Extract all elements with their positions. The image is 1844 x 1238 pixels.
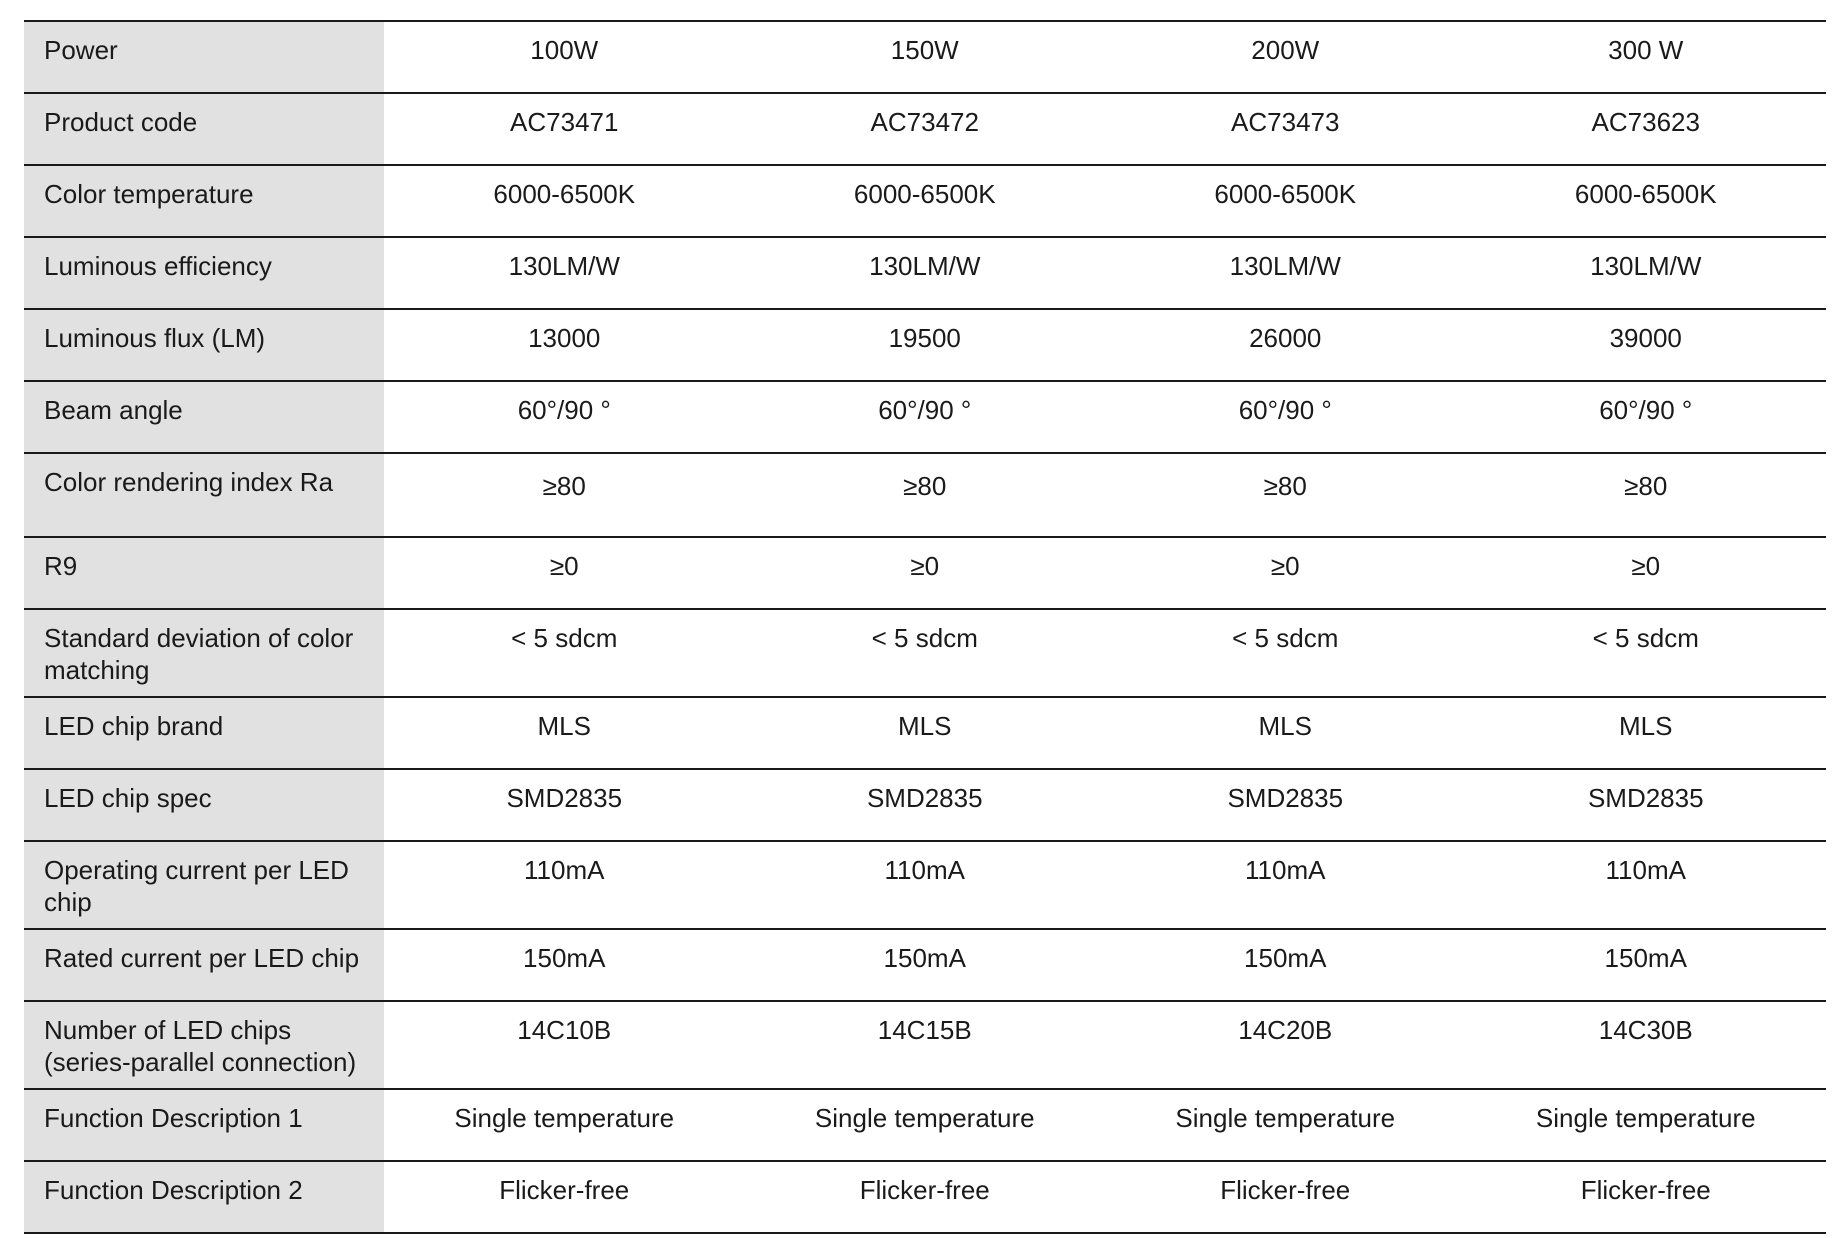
cell-value: 110mA (524, 855, 605, 885)
cell-value: < 5 sdcm (1592, 623, 1699, 653)
row-label: Rated current per LED chip (24, 929, 384, 1001)
cell-value: 6000-6500K (493, 179, 636, 209)
cell-value: Single temperature (1535, 1103, 1756, 1133)
cell-value: AC73472 (870, 107, 979, 137)
row-rated-current (24, 929, 1826, 1001)
cell-value: 150mA (1604, 943, 1687, 973)
cell-value: AC73623 (1591, 107, 1700, 137)
row-color-temperature (24, 165, 1826, 237)
cell-value: AC73473 (1231, 107, 1340, 137)
row-color-rendering-index (24, 453, 1826, 537)
cell-value: 130LM/W (869, 251, 981, 281)
cell-value: 39000 (1609, 323, 1682, 353)
cell-value: 60°/90 ° (1238, 395, 1332, 425)
cell-value: Single temperature (1175, 1103, 1396, 1133)
cell-value: 110mA (1245, 855, 1326, 885)
spec-table (24, 20, 1826, 1234)
cell-value: SMD2835 (506, 783, 623, 813)
cell-value: 130LM/W (1590, 251, 1702, 281)
cell-value: MLS (1619, 711, 1673, 741)
cell-value: 150mA (883, 943, 966, 973)
row-r9 (24, 537, 1826, 609)
cell-value: 14C10B (517, 1015, 612, 1045)
row-label: Function Description 1 (24, 1089, 384, 1161)
cell-value: 60°/90 ° (517, 395, 611, 425)
row-label: Luminous efficiency (24, 237, 384, 309)
cell-value: 150W (890, 35, 959, 65)
cell-value: ≥0 (549, 551, 579, 581)
row-product-code (24, 93, 1826, 165)
row-label: R9 (24, 537, 384, 609)
row-luminous-flux (24, 309, 1826, 381)
row-label: Operating current per LED chip (24, 841, 384, 929)
cell-value: 60°/90 ° (1599, 395, 1693, 425)
row-label: Luminous flux (LM) (24, 309, 384, 381)
cell-value: 200W (1251, 35, 1320, 65)
cell-value: < 5 sdcm (511, 623, 618, 653)
row-led-chip-brand (24, 697, 1826, 769)
row-luminous-efficiency (24, 237, 1826, 309)
cell-value: MLS (898, 711, 952, 741)
cell-value: 14C30B (1598, 1015, 1693, 1045)
cell-value: 6000-6500K (1214, 179, 1357, 209)
cell-value: ≥80 (542, 471, 586, 501)
cell-value: Flicker-free (1220, 1175, 1351, 1205)
cell-value: SMD2835 (1587, 783, 1704, 813)
cell-value: < 5 sdcm (871, 623, 978, 653)
cell-value: 6000-6500K (1574, 179, 1717, 209)
cell-value: 300 W (1608, 35, 1684, 65)
cell-value: 150mA (1244, 943, 1327, 973)
row-label: Product code (24, 93, 384, 165)
cell-value: 14C20B (1238, 1015, 1333, 1045)
row-label: Standard deviation of color matching (24, 609, 384, 697)
row-label: Color rendering index Ra (24, 453, 384, 537)
cell-value: AC73471 (510, 107, 619, 137)
cell-value: ≥80 (1624, 471, 1668, 501)
cell-value: ≥0 (910, 551, 940, 581)
row-label: LED chip brand (24, 697, 384, 769)
row-label: Function Description 2 (24, 1161, 384, 1233)
row-operating-current (24, 841, 1826, 929)
cell-value: 110mA (884, 855, 965, 885)
cell-value: 150mA (523, 943, 606, 973)
spec-table-body (24, 21, 1826, 1233)
cell-value: Flicker-free (1580, 1175, 1711, 1205)
cell-value: 14C15B (877, 1015, 972, 1045)
cell-value: Single temperature (454, 1103, 675, 1133)
cell-value: ≥80 (903, 471, 947, 501)
cell-value: 100W (530, 35, 599, 65)
cell-value: 26000 (1249, 323, 1322, 353)
cell-value: Single temperature (814, 1103, 1035, 1133)
row-label: Power (24, 21, 384, 93)
cell-value: MLS (1258, 711, 1312, 741)
cell-value: 19500 (888, 323, 961, 353)
cell-value: 13000 (528, 323, 601, 353)
row-label: Number of LED chips (series-parallel connection) (24, 1001, 384, 1089)
cell-value: ≥0 (1631, 551, 1661, 581)
row-number-of-led-chips (24, 1001, 1826, 1089)
row-function-description-1 (24, 1089, 1826, 1161)
row-label: LED chip spec (24, 769, 384, 841)
row-function-description-2 (24, 1161, 1826, 1233)
cell-value: < 5 sdcm (1232, 623, 1339, 653)
cell-value: SMD2835 (866, 783, 983, 813)
cell-value: SMD2835 (1227, 783, 1344, 813)
cell-value: 130LM/W (1229, 251, 1341, 281)
row-beam-angle (24, 381, 1826, 453)
row-color-matching-deviation (24, 609, 1826, 697)
cell-value: Flicker-free (859, 1175, 990, 1205)
cell-value: MLS (537, 711, 591, 741)
row-label: Beam angle (24, 381, 384, 453)
cell-value: Flicker-free (499, 1175, 630, 1205)
cell-value: 60°/90 ° (878, 395, 972, 425)
cell-value: ≥0 (1270, 551, 1300, 581)
row-led-chip-spec (24, 769, 1826, 841)
row-label: Color temperature (24, 165, 384, 237)
row-power (24, 21, 1826, 93)
cell-value: 110mA (1605, 855, 1686, 885)
cell-value: 130LM/W (508, 251, 620, 281)
cell-value: 6000-6500K (853, 179, 996, 209)
cell-value: ≥80 (1263, 471, 1307, 501)
